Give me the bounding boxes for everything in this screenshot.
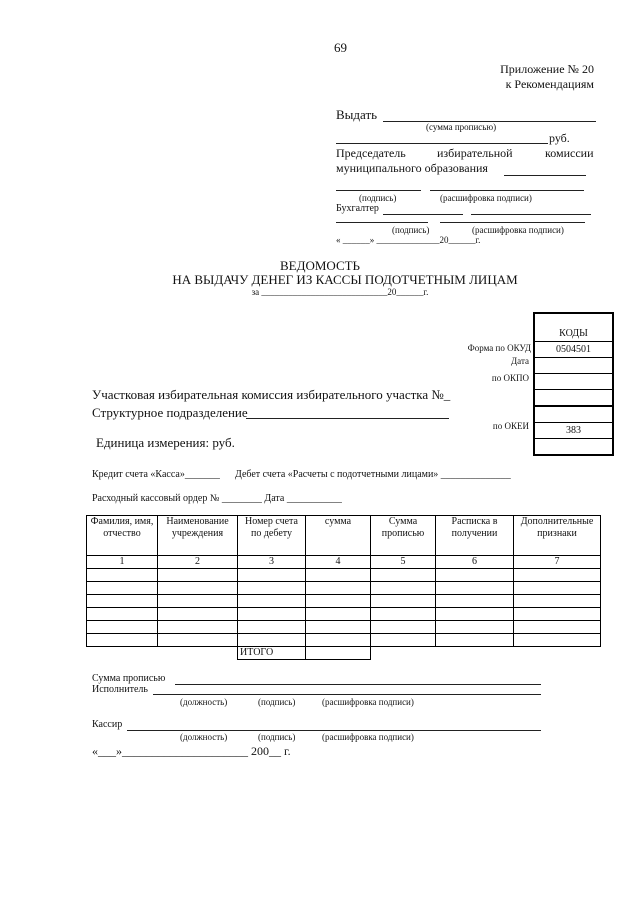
- col-num-6: 6: [436, 556, 514, 569]
- hint-sign-footer: (подпись): [258, 697, 296, 707]
- table-number-row: [87, 556, 601, 569]
- table-row: [87, 608, 601, 621]
- debit-account: Дебет счета «Расчеты с подотчетными лицами» ______________: [235, 469, 511, 480]
- col-num-5: 5: [371, 556, 436, 569]
- commission-label: Участковая избирательная комиссия избирательного участка №_: [92, 387, 451, 402]
- rub-label: руб.: [549, 131, 570, 145]
- credit-account: Кредит счета «Касса»_______: [92, 469, 220, 480]
- hint-position: (должность): [180, 697, 228, 707]
- chairman-line2: муниципального образования: [336, 161, 488, 175]
- blank-code-3: [535, 439, 612, 454]
- hint-sign2: (подпись): [392, 225, 430, 235]
- appendix-line1: Приложение № 20: [500, 62, 594, 76]
- accountant-label: Бухгалтер: [336, 203, 379, 214]
- unit-label: Единица измерения: руб.: [96, 435, 235, 450]
- accountant-extra-line2: [440, 222, 585, 223]
- chairman-sign-line: [336, 190, 421, 191]
- doc-period: за ____________________________20______г.: [251, 287, 429, 297]
- page-number: 69: [334, 40, 347, 55]
- issue-date-line: « ______» ______________20______г.: [336, 235, 481, 245]
- date-label: Дата: [511, 356, 529, 366]
- table-row: [87, 582, 601, 595]
- footer-date-line: «___»_____________________ 200__ г.: [92, 744, 291, 758]
- table-row: [87, 569, 601, 582]
- chairman-word1: Председатель: [336, 146, 406, 160]
- table-row: [87, 595, 601, 608]
- executor-label: Исполнитель: [92, 684, 148, 695]
- col-num-1: 1: [87, 556, 158, 569]
- chairman-word3: комиссии: [545, 146, 594, 160]
- date-value: [535, 358, 612, 374]
- col-num-2: 2: [158, 556, 238, 569]
- okpo-label: по ОКПО: [491, 373, 529, 383]
- table-header-row: [87, 516, 601, 556]
- sum-words-label: Сумма прописью: [92, 673, 166, 684]
- col-num-3: 3: [238, 556, 306, 569]
- hint-sign-footer2: (подпись): [258, 732, 296, 742]
- codes-box: [533, 312, 614, 456]
- doc-title: ВЕДОМОСТЬ: [279, 258, 361, 273]
- table-row: [87, 621, 601, 634]
- header-account: Номер счета по дебету: [238, 516, 306, 556]
- chairman-name-line: [504, 175, 586, 176]
- header-sum-words: Сумма прописью: [371, 516, 436, 556]
- header-sum: сумма: [306, 516, 371, 556]
- okpo-value: [535, 374, 612, 390]
- ledger-table: [86, 515, 601, 660]
- hint-amount: (сумма прописью): [426, 122, 497, 132]
- okud-value: 0504501: [535, 342, 612, 358]
- hint-position2: (должность): [180, 732, 228, 742]
- accountant-extra-line: [336, 222, 428, 223]
- executor-line: [153, 694, 541, 695]
- doc-subtitle: НА ВЫДАЧУ ДЕНЕГ ИЗ КАССЫ ПОДОТЧЕТНЫМ ЛИЦАМ: [172, 272, 518, 287]
- total-value: [306, 647, 371, 660]
- hint-decode-footer2: (расшифровка подписи): [322, 732, 414, 742]
- hint-sign: (подпись): [359, 193, 397, 203]
- department-line: [246, 418, 449, 419]
- chairman-decode-line: [430, 190, 584, 191]
- department-label: Структурное подразделение: [92, 405, 248, 420]
- hint-decode-footer: (расшифровка подписи): [322, 697, 414, 707]
- blank-code-1: [535, 390, 612, 407]
- hint-decode: (расшифровка подписи): [440, 193, 532, 203]
- appendix-line2: к Рекомендациям: [505, 77, 594, 91]
- header-name: Фамилия, имя, отчество: [87, 516, 158, 556]
- hint-decode2: (расшифровка подписи): [472, 225, 564, 235]
- col-num-4: 4: [306, 556, 371, 569]
- okud-label: Форма по ОКУД: [467, 343, 531, 353]
- cashier-label: Кассир: [92, 719, 123, 730]
- okei-label: по ОКЕИ: [492, 421, 529, 431]
- blank-code-2: [535, 407, 612, 423]
- cash-order: Расходный кассовый ордер № ________ Дата ___________: [92, 493, 342, 504]
- codes-header: КОДЫ: [535, 314, 612, 342]
- amount-line-2: [336, 143, 548, 144]
- accountant-sign-line: [383, 214, 463, 215]
- table-total-row: [87, 647, 601, 660]
- col-num-7: 7: [514, 556, 601, 569]
- accountant-decode-line: [471, 214, 591, 215]
- header-extra: Дополнительные признаки: [514, 516, 601, 556]
- cashier-line: [127, 730, 541, 731]
- okei-value: 383: [535, 423, 612, 439]
- total-label: ИТОГО: [238, 647, 306, 660]
- header-institution: Наименование учреждения: [158, 516, 238, 556]
- chairman-word2: избирательной: [437, 146, 513, 160]
- issue-label: Выдать: [336, 107, 378, 122]
- sum-words-line: [175, 684, 541, 685]
- header-receipt: Расписка в получении: [436, 516, 514, 556]
- table-row: [87, 634, 601, 647]
